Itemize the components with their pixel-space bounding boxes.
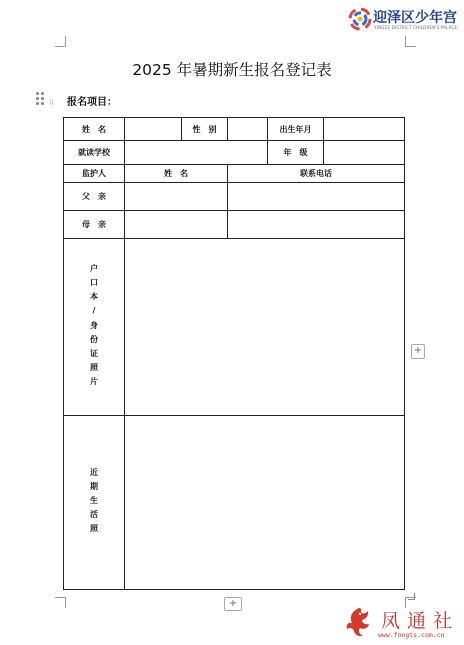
recent-photo-label: 近期生活照: [89, 467, 99, 538]
childrens-palace-logo: [346, 4, 456, 34]
recent-photo-area[interactable]: [125, 416, 405, 590]
drag-handle-icon[interactable]: [36, 92, 48, 106]
recent-photo-label-cell: [64, 416, 125, 590]
id-photo-label: 户口本/身份证照片: [89, 263, 99, 391]
phone-header-cell: 联系电话: [228, 165, 405, 183]
brand-url: www.fongts.com.cn: [378, 631, 445, 639]
id-photo-label-cell: [64, 239, 125, 416]
phoenix-icon: [344, 605, 374, 639]
table-row: [64, 211, 405, 239]
gender-label-cell: 性 别: [182, 118, 228, 141]
mother-name-input-cell[interactable]: [125, 211, 228, 239]
logo-swirl-icon: [348, 7, 372, 31]
name-label-cell: 姓 名: [64, 118, 125, 141]
add-column-button[interactable]: +: [411, 344, 425, 359]
logo-name: 迎泽区少年宫: [373, 10, 457, 26]
table-row: [64, 183, 405, 211]
table-row: [64, 416, 405, 590]
birth-label-cell: 出生年月: [268, 118, 324, 141]
guardian-label-cell: 监护人: [64, 165, 125, 183]
school-label-cell: 就读学校: [64, 141, 125, 165]
table-row: [64, 165, 405, 183]
registration-item-label: 报名项目：: [67, 97, 117, 108]
father-label-cell: 父 亲: [64, 183, 125, 211]
page-corner-mark: [55, 597, 66, 608]
father-name-input-cell[interactable]: [125, 183, 228, 211]
paragraph-anchor-icon: ⁝⁝: [49, 98, 55, 107]
page-corner-mark: [55, 36, 66, 47]
table-row: [64, 239, 405, 416]
add-row-button[interactable]: +: [224, 597, 242, 611]
name-input-cell[interactable]: [125, 118, 182, 141]
id-photo-area[interactable]: [125, 239, 405, 416]
document-title: 2025 年暑期新生报名登记表: [132, 61, 332, 79]
table-row: [64, 118, 405, 141]
gender-input-cell[interactable]: [228, 118, 268, 141]
registration-form-table: [63, 117, 405, 590]
mother-phone-input-cell[interactable]: [228, 211, 405, 239]
guardian-name-header-cell: 姓 名: [125, 165, 228, 183]
brand-name: 凤通社: [381, 610, 460, 632]
grade-input-cell[interactable]: [324, 141, 405, 165]
page-corner-mark: [405, 36, 416, 47]
birth-input-cell[interactable]: [324, 118, 405, 141]
logo-subtitle: YINGZE DISTRICT CHILDREN'S PALACE: [374, 25, 458, 30]
school-input-cell[interactable]: [125, 141, 268, 165]
mother-label-cell: 母 亲: [64, 211, 125, 239]
table-row: [64, 141, 405, 165]
fengtongshe-watermark: [344, 603, 462, 645]
grade-label-cell: 年 级: [268, 141, 324, 165]
table-resize-handle[interactable]: [408, 593, 415, 600]
father-phone-input-cell[interactable]: [228, 183, 405, 211]
